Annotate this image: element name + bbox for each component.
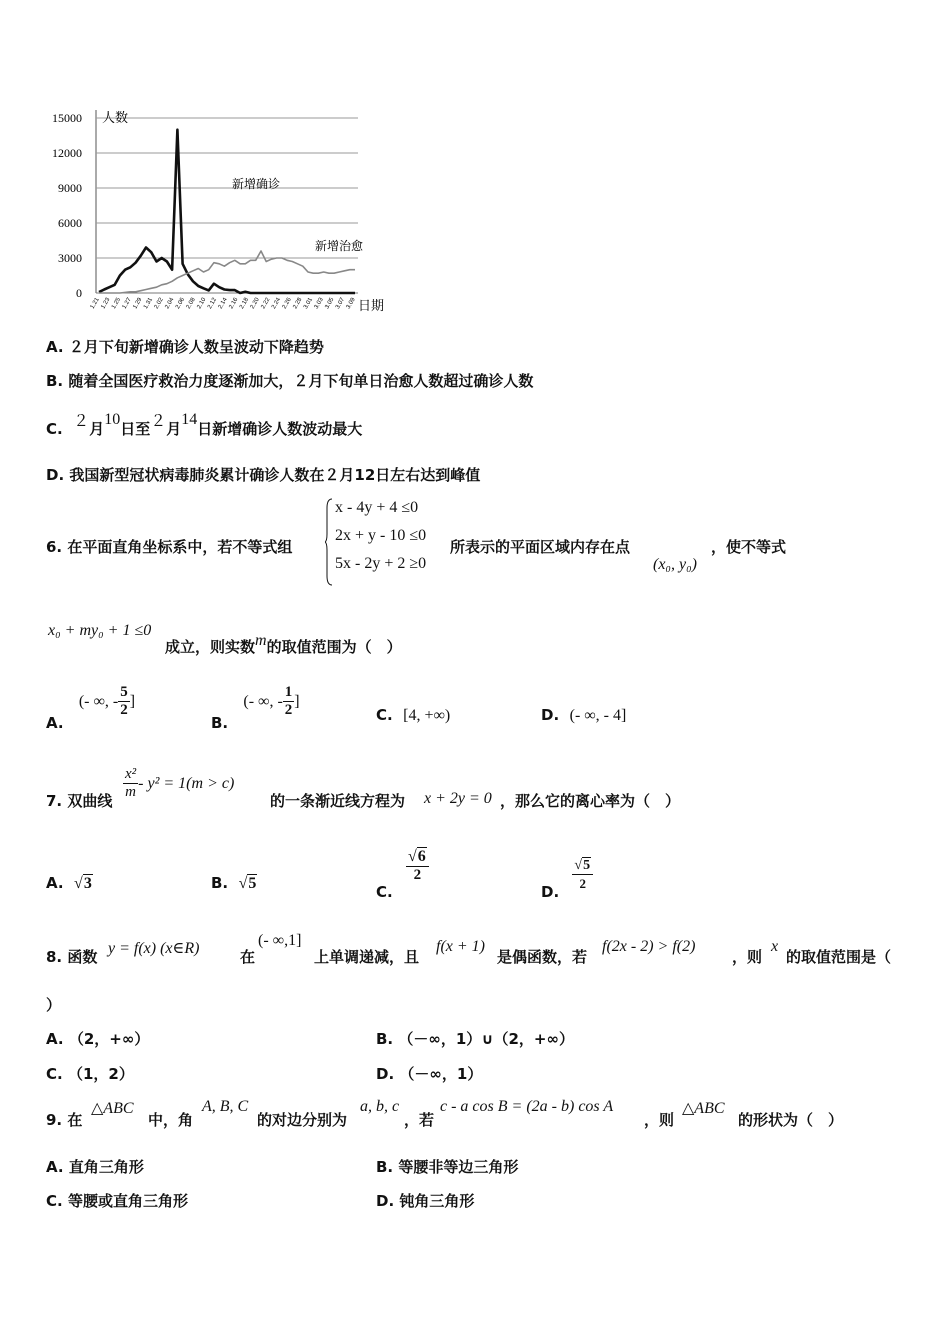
- x-tick-label: 2.24: [271, 297, 283, 311]
- q8-inequality: f(2x - 2) > f(2): [602, 938, 696, 955]
- x-tick-label: 2.12: [207, 297, 219, 311]
- q5-option-a[interactable]: A. ２月下旬新增确诊人数呈波动下降趋势: [46, 338, 324, 356]
- x-tick-label: 3.03: [313, 297, 325, 311]
- x-tick-label: 2.26: [281, 297, 293, 311]
- q9-stem-part3: 的对边分别为: [257, 1111, 348, 1129]
- x-tick-label: 1.29: [132, 297, 144, 311]
- x-tick-label: 2.06: [175, 297, 187, 311]
- series-cured-line: [99, 251, 355, 293]
- q8-stem-end: ）: [46, 996, 62, 1014]
- q9-option-b[interactable]: B. 等腰非等边三角形: [376, 1158, 519, 1176]
- x-tick-label: 2.08: [185, 297, 197, 311]
- y-tick-label: 0: [76, 286, 82, 300]
- y-tick-label: 3000: [58, 251, 82, 265]
- q7-option-b[interactable]: B. √5: [211, 874, 257, 892]
- x-tick-label: 2.02: [153, 297, 165, 311]
- q6-option-c[interactable]: C. [4, +∞): [376, 706, 451, 724]
- q9-stem-part6: 的形状为（ ）: [738, 1111, 844, 1129]
- y-axis-label: 人数: [102, 110, 129, 125]
- x-tick-label: 2.04: [164, 297, 176, 311]
- brace-icon: [325, 498, 333, 586]
- q8-function: y = f(x) (x∈R): [108, 940, 200, 957]
- q8-stem-part5: ，则: [732, 948, 763, 966]
- q6-inequality: x₀ + my₀ + 1 ≤0: [48, 622, 152, 639]
- q6-option-a[interactable]: A. (- ∞, - $\frac{5}{2}$ ]: [46, 684, 136, 732]
- q6-stem-part4: 成立，则实数m的取值范围为（ ）: [165, 632, 402, 656]
- q8-option-c[interactable]: C. （1，2）: [46, 1065, 134, 1083]
- q8-stem: 8. 函数: [46, 948, 98, 966]
- q8-option-b[interactable]: B. （－∞，1）∪（2，+∞）: [376, 1030, 574, 1048]
- q8-stem-part3: 上单调递减，且: [314, 948, 420, 966]
- legend-confirmed: 新增确诊: [232, 177, 281, 191]
- x-tick-label: 2.28: [292, 297, 304, 311]
- y-tick-label: 6000: [58, 216, 82, 230]
- q9-option-c[interactable]: C. 等腰或直角三角形: [46, 1192, 188, 1210]
- q7-hyperbola: $\frac{\text{x²}}{m}$ - y² = 1(m > c): [125, 766, 235, 800]
- x-tick-label: 1.31: [143, 297, 155, 311]
- q9-equation: c - a cos B = (2a - b) cos A: [440, 1098, 614, 1115]
- q6-option-b[interactable]: B. (- ∞, - $\frac{1}{2}$ ]: [211, 684, 300, 732]
- x-tick-label: 2.20: [249, 297, 261, 311]
- q7-stem-part2: 的一条渐近线方程为: [270, 792, 406, 810]
- q7-stem: 7. 双曲线: [46, 792, 113, 810]
- y-tick-label: 15000: [52, 111, 82, 125]
- y-tick-label: 9000: [58, 181, 82, 195]
- q5-option-b[interactable]: B. 随着全国医疗救治力度逐渐加大，２月下旬单日治愈人数超过确诊人数: [46, 372, 534, 390]
- q8-stem-part2: 在: [240, 948, 256, 966]
- q7-option-a[interactable]: A. √3: [46, 874, 92, 892]
- y-tick-label: 12000: [52, 146, 82, 160]
- x-tick-label: 2.14: [217, 297, 229, 311]
- q8-even-function: f(x + 1): [436, 938, 485, 955]
- q8-stem-part6: 的取值范围是（: [786, 948, 892, 966]
- x-tick-label: 3.05: [324, 297, 336, 311]
- q9-stem-part5: ，则: [644, 1111, 675, 1129]
- q6-stem-part3: ，使不等式: [711, 538, 787, 556]
- q7-stem-part3: ，那么它的离心率为（ ）: [500, 792, 681, 810]
- q8-option-a[interactable]: A. （2，+∞）: [46, 1030, 150, 1048]
- x-tick-label: 2.22: [260, 297, 272, 311]
- x-tick-label: 2.10: [196, 297, 208, 311]
- q9-stem: 9. 在: [46, 1111, 83, 1129]
- q9-stem-part2: 中，角: [148, 1111, 194, 1129]
- series-confirmed-line: [99, 130, 355, 293]
- q6-stem-part2: 所表示的平面区域内存在点: [450, 538, 631, 556]
- q9-stem-part4: ，若: [404, 1111, 435, 1129]
- q8-interval: (- ∞,1]: [258, 932, 302, 949]
- q6-point: (x₀, y₀): [653, 556, 697, 573]
- q9-option-d[interactable]: D. 钝角三角形: [376, 1192, 475, 1210]
- x-axis-label: 日期: [358, 298, 385, 313]
- q9-sides: a, b, c: [360, 1098, 400, 1115]
- x-tick-label: 1.21: [89, 297, 101, 311]
- q5-option-d[interactable]: D. 我国新型冠状病毒肺炎累计确诊人数在２月12日左右达到峰值: [46, 466, 481, 484]
- x-tick-label: 3.07: [335, 297, 347, 311]
- q9-option-a[interactable]: A. 直角三角形: [46, 1158, 144, 1176]
- q7-asymptote: x + 2y = 0: [424, 790, 492, 807]
- q6-stem-part1: 6. 在平面直角坐标系中，若不等式组: [46, 538, 293, 556]
- x-tick-label: 1.23: [100, 297, 112, 311]
- x-tick-label: 2.16: [228, 297, 240, 311]
- q8-stem-part4: 是偶函数，若: [497, 948, 588, 966]
- q5-option-c[interactable]: C. ２月10日至２月14日新增确诊人数波动最大: [46, 411, 363, 438]
- covid-line-chart: [30, 100, 400, 320]
- x-tick-label: 1.27: [121, 297, 133, 311]
- x-tick-label: 3.09: [345, 297, 357, 311]
- q7-option-d[interactable]: D. $\frac{√5}{2}$: [541, 856, 593, 892]
- x-tick-label: 2.18: [239, 297, 251, 311]
- q9-angles: A, B, C: [202, 1098, 249, 1115]
- q8-var-x: x: [771, 938, 779, 955]
- q7-option-c[interactable]: C. $\frac{√6}{2}$: [376, 848, 429, 884]
- legend-cured: 新增治愈: [315, 239, 364, 253]
- q9-triangle: △ABC: [91, 1100, 134, 1117]
- q6-option-d[interactable]: D. (- ∞, - 4]: [541, 706, 627, 724]
- q8-option-d[interactable]: D. （－∞，1）: [376, 1065, 483, 1083]
- q9-triangle-2: △ABC: [682, 1100, 725, 1117]
- x-tick-label: 1.25: [111, 297, 123, 311]
- x-tick-label: 3.01: [303, 297, 315, 311]
